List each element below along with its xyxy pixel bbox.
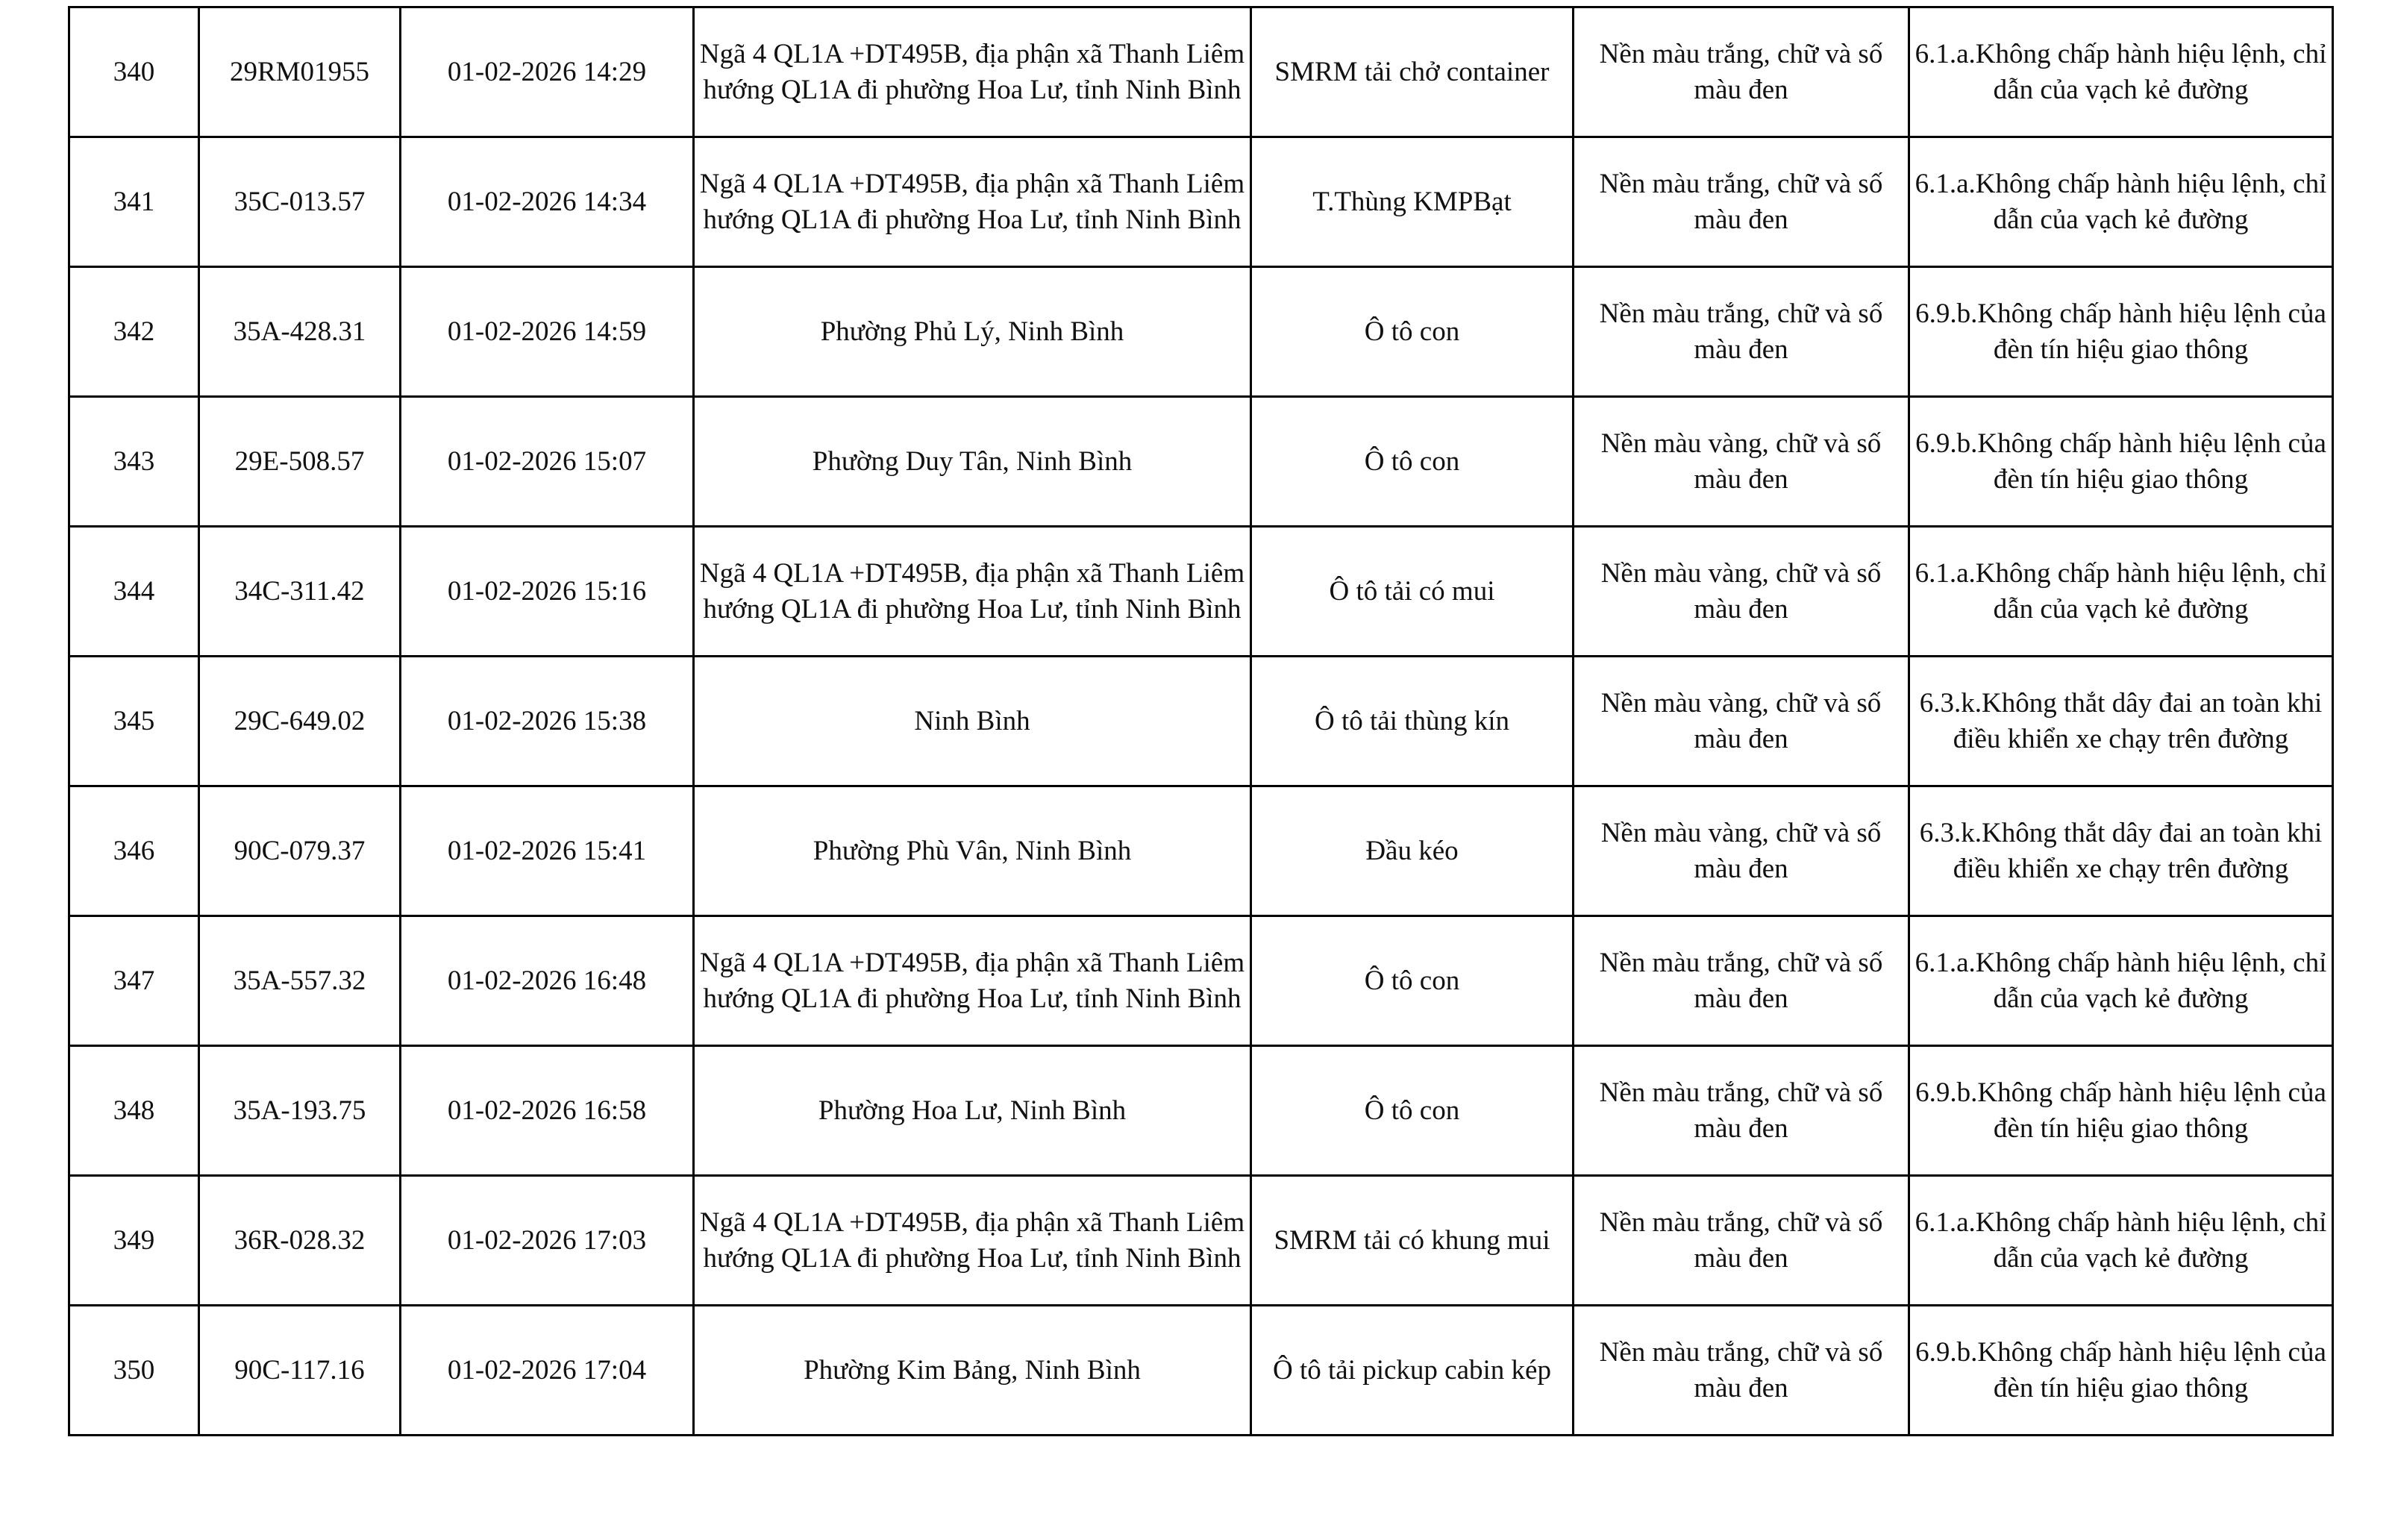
violation-time: 01-02-2026 15:38 [401, 657, 694, 786]
vehicle-type: Ô tô tải pickup cabin kép [1251, 1306, 1574, 1436]
license-plate: 35A-557.32 [199, 916, 401, 1046]
violation-time: 01-02-2026 15:16 [401, 527, 694, 657]
license-plate: 90C-117.16 [199, 1306, 401, 1436]
plate-color: Nền màu trắng, chữ và số màu đen [1574, 1176, 1909, 1306]
violation-description: 6.9.b.Không chấp hành hiệu lệnh của đèn tín hiệu giao thông [1909, 1046, 2333, 1176]
violation-table-page [68, 6, 2332, 1436]
violation-time: 01-02-2026 16:48 [401, 916, 694, 1046]
license-plate: 29RM01955 [199, 7, 401, 137]
violation-time: 01-02-2026 14:59 [401, 267, 694, 397]
violation-location: Phường Phù Vân, Ninh Bình [694, 786, 1251, 916]
violation-location: Ninh Bình [694, 657, 1251, 786]
table-row [69, 657, 2333, 786]
violation-location: Phường Kim Bảng, Ninh Bình [694, 1306, 1251, 1436]
violation-description: 6.1.a.Không chấp hành hiệu lệnh, chỉ dẫn của vạch kẻ đường [1909, 1176, 2333, 1306]
plate-color: Nền màu vàng, chữ và số màu đen [1574, 657, 1909, 786]
violation-location: Phường Duy Tân, Ninh Bình [694, 397, 1251, 527]
plate-color: Nền màu trắng, chữ và số màu đen [1574, 916, 1909, 1046]
violation-time: 01-02-2026 14:29 [401, 7, 694, 137]
vehicle-type: Ô tô tải có mui [1251, 527, 1574, 657]
vehicle-type: Ô tô con [1251, 397, 1574, 527]
license-plate: 29C-649.02 [199, 657, 401, 786]
license-plate: 35C-013.57 [199, 137, 401, 267]
plate-color: Nền màu trắng, chữ và số màu đen [1574, 1306, 1909, 1436]
table-row [69, 786, 2333, 916]
violation-description: 6.3.k.Không thắt dây đai an toàn khi điều khiển xe chạy trên đường [1909, 657, 2333, 786]
vehicle-type: SMRM tải chở container [1251, 7, 1574, 137]
violation-location: Ngã 4 QL1A +DT495B, địa phận xã Thanh Liêm hướng QL1A đi phường Hoa Lư, tỉnh Ninh Bình [694, 137, 1251, 267]
violation-location: Ngã 4 QL1A +DT495B, địa phận xã Thanh Liêm hướng QL1A đi phường Hoa Lư, tỉnh Ninh Bình [694, 1176, 1251, 1306]
plate-color: Nền màu trắng, chữ và số màu đen [1574, 267, 1909, 397]
table-row [69, 527, 2333, 657]
violation-time: 01-02-2026 15:07 [401, 397, 694, 527]
vehicle-type: Ô tô con [1251, 267, 1574, 397]
license-plate: 90C-079.37 [199, 786, 401, 916]
vehicle-type: Ô tô con [1251, 1046, 1574, 1176]
table-row [69, 1176, 2333, 1306]
row-number: 346 [69, 786, 199, 916]
table-row [69, 7, 2333, 137]
violation-time: 01-02-2026 17:04 [401, 1306, 694, 1436]
plate-color: Nền màu vàng, chữ và số màu đen [1574, 527, 1909, 657]
table-row [69, 916, 2333, 1046]
plate-color: Nền màu trắng, chữ và số màu đen [1574, 7, 1909, 137]
violation-location: Phường Phủ Lý, Ninh Bình [694, 267, 1251, 397]
violation-location: Ngã 4 QL1A +DT495B, địa phận xã Thanh Liêm hướng QL1A đi phường Hoa Lư, tỉnh Ninh Bình [694, 7, 1251, 137]
table-row [69, 397, 2333, 527]
violation-description: 6.9.b.Không chấp hành hiệu lệnh của đèn tín hiệu giao thông [1909, 1306, 2333, 1436]
violation-time: 01-02-2026 17:03 [401, 1176, 694, 1306]
table-row [69, 1046, 2333, 1176]
vehicle-type: Ô tô con [1251, 916, 1574, 1046]
license-plate: 34C-311.42 [199, 527, 401, 657]
violation-description: 6.9.b.Không chấp hành hiệu lệnh của đèn tín hiệu giao thông [1909, 267, 2333, 397]
plate-color: Nền màu trắng, chữ và số màu đen [1574, 137, 1909, 267]
violation-time: 01-02-2026 16:58 [401, 1046, 694, 1176]
violation-time: 01-02-2026 14:34 [401, 137, 694, 267]
vehicle-type: Đầu kéo [1251, 786, 1574, 916]
plate-color: Nền màu vàng, chữ và số màu đen [1574, 397, 1909, 527]
row-number: 347 [69, 916, 199, 1046]
license-plate: 36R-028.32 [199, 1176, 401, 1306]
violation-location: Phường Hoa Lư, Ninh Bình [694, 1046, 1251, 1176]
row-number: 341 [69, 137, 199, 267]
license-plate: 35A-193.75 [199, 1046, 401, 1176]
violation-time: 01-02-2026 15:41 [401, 786, 694, 916]
row-number: 342 [69, 267, 199, 397]
table-row [69, 1306, 2333, 1436]
violation-description: 6.3.k.Không thắt dây đai an toàn khi điều khiển xe chạy trên đường [1909, 786, 2333, 916]
plate-color: Nền màu vàng, chữ và số màu đen [1574, 786, 1909, 916]
violation-description: 6.1.a.Không chấp hành hiệu lệnh, chỉ dẫn của vạch kẻ đường [1909, 527, 2333, 657]
plate-color: Nền màu trắng, chữ và số màu đen [1574, 1046, 1909, 1176]
violation-table [68, 6, 2334, 1436]
row-number: 350 [69, 1306, 199, 1436]
table-row [69, 137, 2333, 267]
row-number: 349 [69, 1176, 199, 1306]
license-plate: 29E-508.57 [199, 397, 401, 527]
row-number: 340 [69, 7, 199, 137]
row-number: 345 [69, 657, 199, 786]
violation-description: 6.1.a.Không chấp hành hiệu lệnh, chỉ dẫn của vạch kẻ đường [1909, 916, 2333, 1046]
violation-location: Ngã 4 QL1A +DT495B, địa phận xã Thanh Liêm hướng QL1A đi phường Hoa Lư, tỉnh Ninh Bình [694, 527, 1251, 657]
vehicle-type: Ô tô tải thùng kín [1251, 657, 1574, 786]
violation-description: 6.1.a.Không chấp hành hiệu lệnh, chỉ dẫn của vạch kẻ đường [1909, 7, 2333, 137]
violation-description: 6.9.b.Không chấp hành hiệu lệnh của đèn tín hiệu giao thông [1909, 397, 2333, 527]
violation-location: Ngã 4 QL1A +DT495B, địa phận xã Thanh Liêm hướng QL1A đi phường Hoa Lư, tỉnh Ninh Bình [694, 916, 1251, 1046]
license-plate: 35A-428.31 [199, 267, 401, 397]
vehicle-type: SMRM tải có khung mui [1251, 1176, 1574, 1306]
row-number: 343 [69, 397, 199, 527]
row-number: 348 [69, 1046, 199, 1176]
violation-description: 6.1.a.Không chấp hành hiệu lệnh, chỉ dẫn của vạch kẻ đường [1909, 137, 2333, 267]
vehicle-type: T.Thùng KMPBạt [1251, 137, 1574, 267]
table-row [69, 267, 2333, 397]
row-number: 344 [69, 527, 199, 657]
